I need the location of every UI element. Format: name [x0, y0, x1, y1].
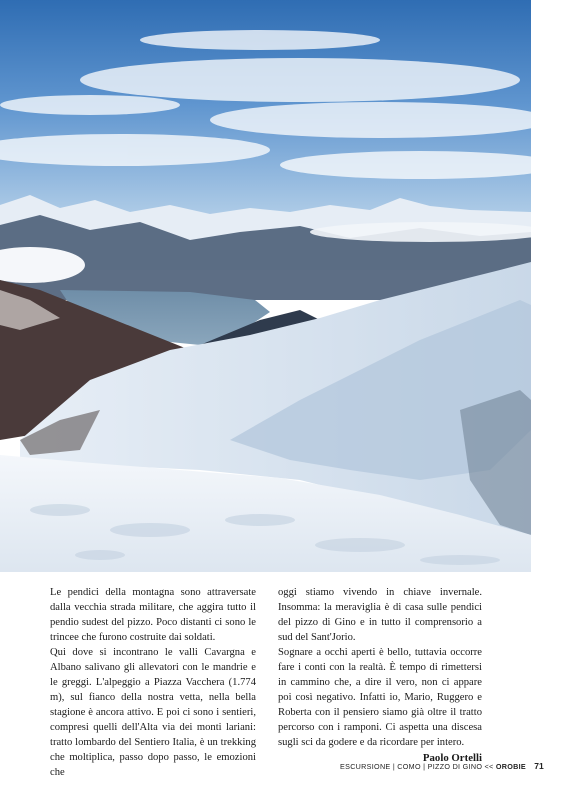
article-paragraph: Qui dove si incontrano le valli Cavargna e Albano salivano gli allevatori con le mandrie e le greggi. L'alpeggio a Piazza Vacchera (1.774 m), sul fianco della nostra vetta, nella bella stagione è ancora attivo. E poi ci sono i sentieri, compresi quelli dell'Alta via dei monti lariani: tratto lombardo del Sentiero Italia, è un trekking che moltiplica, passo dopo passo, le emozioni che: [50, 647, 256, 778]
article-paragraph: oggi stiamo vivendo in chiave invernale. Insomma: la meraviglia è di casa sulle pendici del pizzo di Gino e in tutto il comprensorio a sud del Sant'Jorio.: [278, 587, 482, 643]
page-footer: [340, 761, 544, 771]
article-paragraph: Sognare a occhi aperti è bello, tuttavia occorre fare i conti con la realtà. È tempo di rimettersi in cammino che, a dire il vero, non ci appare poi così negativo. Infatti io, Mario, Ruggero e Roberta con il pensiero siamo già oltre il tratto percorso con i ramponi. Ci aspetta una discesa sugli sci da godere e da ricordare per intero.: [278, 647, 482, 748]
footer-section: ESCURSIONE | COMO | PIZZO DI GINO <<: [340, 762, 494, 771]
article-column-left: [50, 585, 256, 780]
article-paragraph: Le pendici della montagna sono attraversate dalla vecchia strada militare, che aggira tutto il pendio sudest del pizzo. Poco distanti ci sono le trincee che furono costruite dai soldati.: [50, 587, 256, 643]
page-number: 71: [534, 761, 544, 771]
author-signature: Paolo Ortelli: [422, 752, 482, 764]
magazine-brand: OROBIE: [495, 762, 526, 771]
article-column-right: [278, 585, 482, 766]
